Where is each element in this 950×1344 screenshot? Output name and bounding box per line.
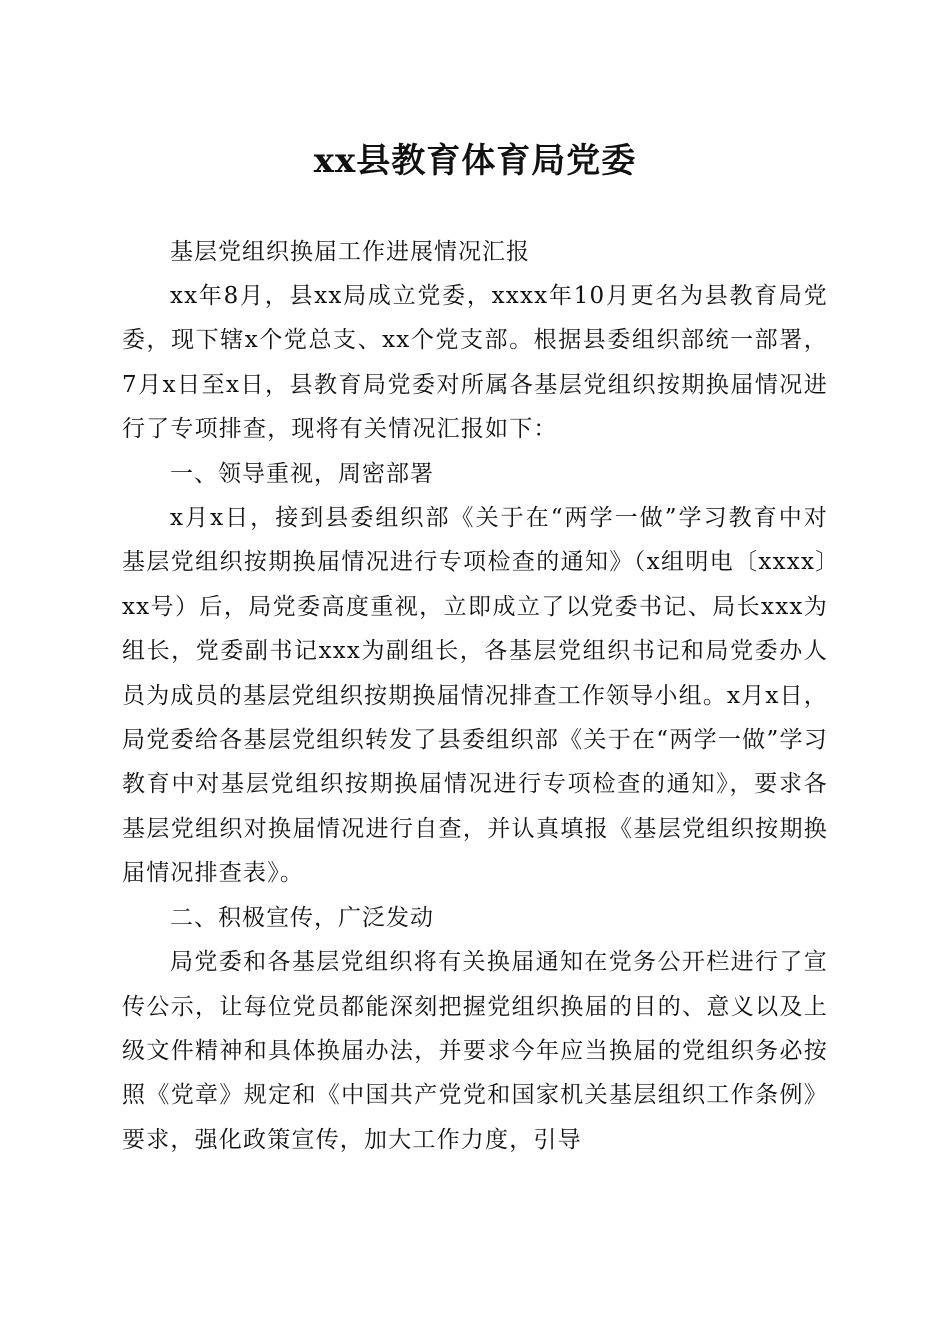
document-title: xx县教育体育局党委	[313, 141, 637, 181]
section-paragraph-2: 局党委和各基层党组织将有关换届通知在党务公开栏进行了宣传公示，让每位党员都能深刻把握党组织换届的目的、意义以及上级文件精神和具体换届办法，并要求今年应当换届的党组织务必按照《党章》规定和《中国共产党党和国家机关基层组织工作条例》要求，强化政策宣传，加大工作力度，引导	[122, 949, 828, 1153]
intro-paragraph: xx年8月，县xx局成立党委，xxxx年10月更名为县教育局党委，现下辖x个党总支、xx个党支部。根据县委组织部统一部署，7月x日至x日，县教育局党委对所属各基层党组织按期换届情况进行了专项排查，现将有关情况汇报如下：	[122, 283, 828, 443]
document-body	[122, 230, 828, 1162]
section-paragraph-1: x月x日，接到县委组织部《关于在“两学一做”学习教育中对基层党组织按期换届情况进行专项检查的通知》（x组明电〔xxxx〕xx号）后，局党委高度重视，立即成立了以党委书记、局长xxx为组长，党委副书记xxx为副组长，各基层党组织书记和局党委办人员为成员的基层党组织按期换届情况排查工作领导小组。x月x日，局党委给各基层党组织转发了县委组织部《关于在“两学一做”学习教育中对基层党组织按期换届情况进行专项检查的通知》，要求各基层党组织对换届情况进行自查，并认真填报《基层党组织按期换届情况排查表》。	[122, 505, 828, 887]
section-heading-2: 二、积极宣传，广泛发动	[170, 904, 434, 931]
section-heading-1: 一、领导重视，周密部署	[170, 460, 434, 487]
report-subtitle: 基层党组织换届工作进展情况汇报	[170, 239, 530, 265]
